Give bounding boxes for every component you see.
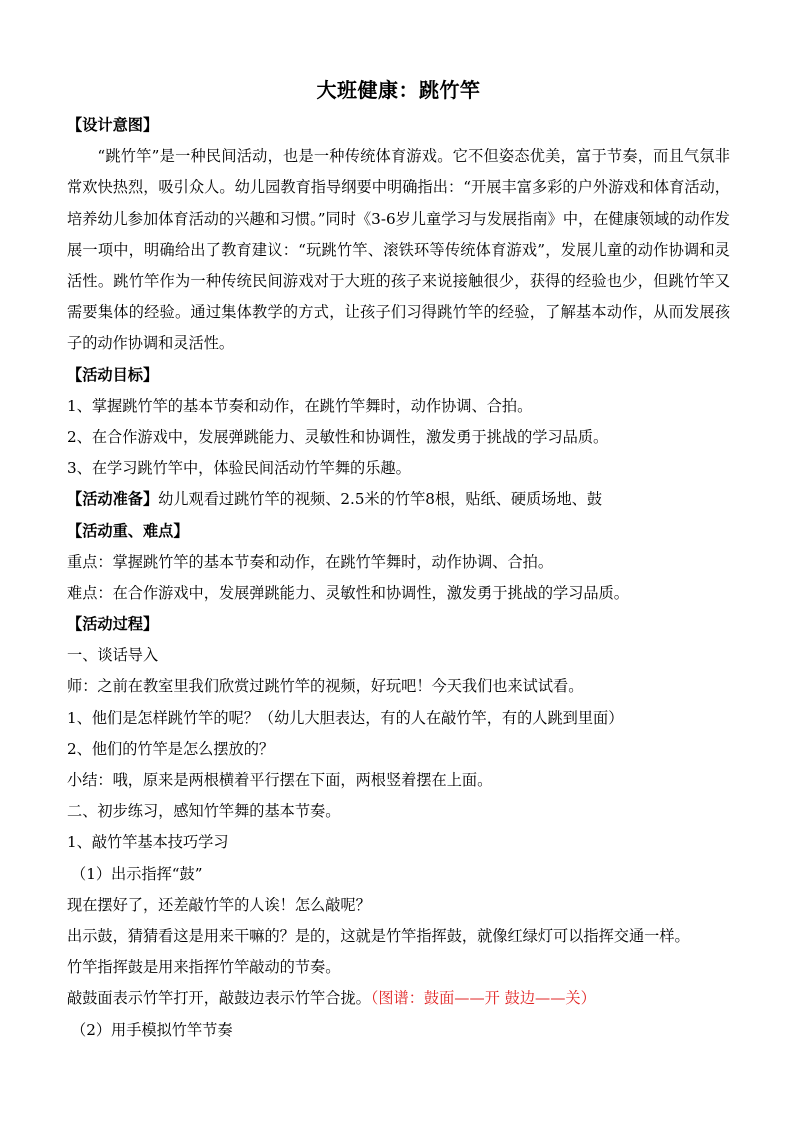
drum-note: （图谱：鼓面——开 鼓边——关）: [370, 989, 596, 1008]
process-line: 2、他们的竹竿是怎么摆放的？: [67, 739, 275, 758]
process-line: 竹竿指挥鼓是用来指挥竹竿敲动的节奏。: [67, 958, 341, 977]
process-line: 师：之前在教室里我们欣赏过跳竹竿的视频，好玩吧！今天我们也来试试看。: [67, 677, 584, 696]
process-line: （1）出示指挥“鼓”: [71, 864, 203, 883]
heading-design-intent: 【设计意图】: [67, 116, 159, 134]
preparation-text: 幼儿观看过跳竹竿的视频、2.5米的竹竿8根，贴纸、硬质场地、鼓: [158, 490, 603, 509]
heading-goals: 【活动目标】: [67, 365, 159, 384]
key-point-item: 难点：在合作游戏中，发展弹跳能力、灵敏性和协调性，激发勇于挑战的学习品质。: [67, 583, 629, 602]
heading-process: 【活动过程】: [67, 615, 159, 634]
process-line: 1、敲竹竿基本技巧学习: [67, 833, 229, 852]
heading-preparation: 【活动准备】: [67, 490, 159, 509]
process-line: （2）用手模拟竹竿节奏: [71, 1020, 233, 1039]
goal-item: 1、掌握跳竹竿的基本节奏和动作，在跳竹竿舞时，动作协调、合拍。: [67, 396, 533, 415]
drum-line: [67, 983, 730, 1014]
process-line: 一、谈话导入: [67, 646, 159, 665]
paragraph-design-intent: “跳竹竿”是一种民间活动，也是一种传统体育游戏。它不但姿态优美，富于节奏，而且气氛非常欢快热烈，吸引众人。幼儿园教育指导纲要中明确指出：“开展丰富多彩的户外游戏和体育活动，培养幼儿参加体育活动的兴趣和习惯。”同时《3-6岁儿童学习与发展指南》中，在健康领域的动作发展一项中，明确给出了教育建议：“玩跳竹竿、滚铁环等传统体育游戏”，发展儿童的动作协调和灵活性。跳竹竿作为一种传统民间游戏对于大班的孩子来说接触很少，获得的经验也少，但跳竹竿又需要集体的经验。通过集体教学的方式，让孩子们习得跳竹竿的经验，了解基本动作，从而发展孩子的动作协调和灵活性。: [67, 147, 730, 353]
drum-line-text: 敲鼓面表示竹竿打开，敲鼓边表示竹竿合拢。: [67, 989, 371, 1008]
process-line: 二、初步练习，感知竹竿舞的基本节奏。: [67, 802, 341, 821]
key-point-item: 重点：掌握跳竹竿的基本节奏和动作，在跳竹竿舞时，动作协调、合拍。: [67, 552, 553, 571]
goal-item: 3、在学习跳竹竿中，体验民间活动竹竿舞的乐趣。: [67, 459, 411, 478]
document-title: 大班健康：跳竹竿: [316, 78, 481, 102]
process-line: 小结：哦，原来是两根横着平行摆在下面，两根竖着摆在上面。: [67, 771, 493, 790]
goal-item: 2、在合作游戏中，发展弹跳能力、灵敏性和协调性，激发勇于挑战的学习品质。: [67, 427, 609, 446]
process-line: 出示鼓，猜猜看这是用来干嘛的？是的，这就是竹竿指挥鼓，就像红绿灯可以指挥交通一样。: [67, 926, 690, 945]
heading-key-points: 【活动重、难点】: [67, 521, 189, 540]
process-line: 现在摆好了，还差敲竹竿的人诶！怎么敲呢？: [67, 895, 371, 914]
preparation-line: [67, 484, 730, 515]
process-line: 1、他们是怎样跳竹竿的呢？（幼儿大胆表达，有的人在敲竹竿，有的人跳到里面）: [67, 708, 624, 727]
document-page: [67, 74, 730, 1046]
